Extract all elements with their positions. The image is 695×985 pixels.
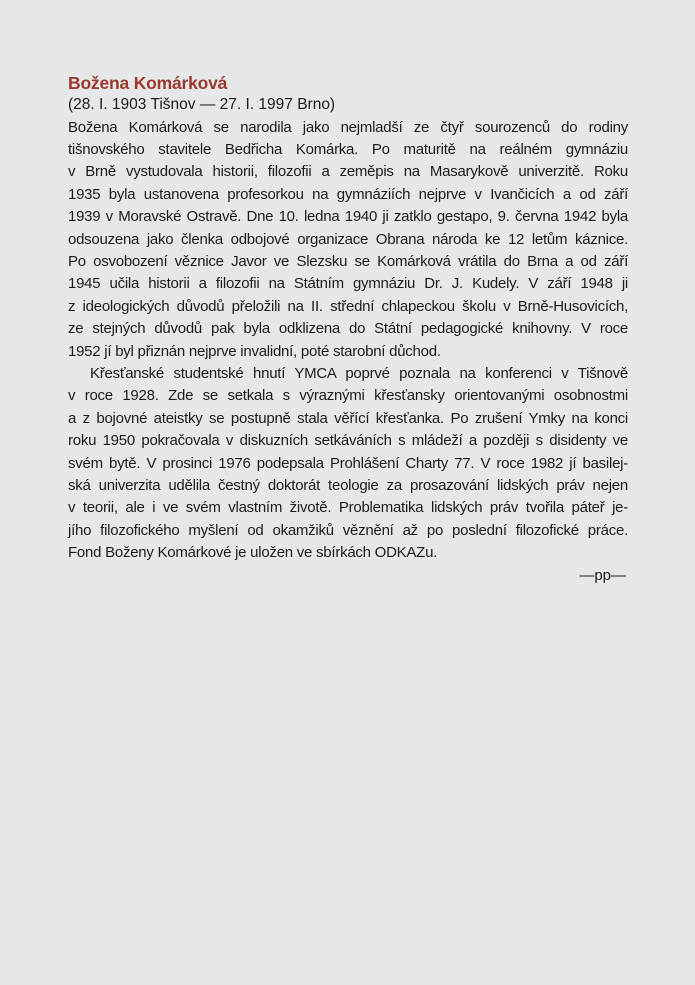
entry-title: Božena Komárková [68,73,228,93]
text-line: 1935 byla ustanovena profesorkou na gymnáziích nejprve v Ivančicích a od září [68,185,628,203]
text-line: odsouzena jako členka odbojové organizace Obrana národa ke 12 letům káznice. [68,230,628,248]
text-line: Křesťanské studentské hnutí YMCA poprvé poznala na konferenci v Tišnově [90,364,628,382]
text-line: ze stejných důvodů pak byla odklizena do Státní pedagogické knihovny. V roce [68,320,628,338]
text-line: roku 1950 pokračovala v diskuzních setkáváních s mládeží a později s disidenty ve [68,432,628,450]
text-line: Fond Boženy Komárkové je uložen ve sbírkách ODKAZu. [68,544,438,562]
text-line: a z bojovné ateistky se postupně stala věřící křesťanka. Po zrušení Ymky na konci [68,409,628,427]
paragraph-2 [68,363,628,565]
text-line: 1952 jí byl přiznán nejprve invalidní, poté starobní důchod. [68,342,441,360]
text-line: v teorii, ale i ve svém vlastním životě. Problematika lidských práv tvořila páteř je- [68,499,628,517]
text-line: ská univerzita udělila čestný doktorát teologie za prosazování lidských práv nejen [68,477,628,494]
text-line: jího filozofického myšlení od okamžiků věznění až po poslední filozofické práce. [68,521,628,539]
text-line: 1939 v Moravské Ostravě. Dne 10. ledna 1940 ji zatklo gestapo, 9. června 1942 byla [68,208,628,226]
text-line: v roce 1928. Zde se setkala s výraznými křesťansky orientovanými osobnostmi [68,387,628,405]
text-line: Božena Komárková se narodila jako nejmladší ze čtyř sourozenců do rodiny [68,118,628,136]
biography-entry [68,72,628,587]
text-line: svém bytě. V prosinci 1976 podepsala Prohlášení Charty 77. V roce 1982 jí basilej- [68,454,628,472]
text-line: 1945 učila historii a filozofii na Státním gymnáziu Dr. J. Kudely. V září 1948 ji [68,275,628,293]
text-line: tišnovského stavitele Bedřicha Komárka. Po maturitě na reálném gymnáziu [68,140,628,158]
text-line: v Brně vystudovala historii, filozofii a zeměpis na Masarykově univerzitě. Roku [68,163,628,181]
paragraph-1 [68,117,628,363]
text-line: z ideologických důvodů přeložili na II. střední chlapeckou školu v Brně-Husovicích, [68,297,628,315]
text-line: Po osvobození věznice Javor ve Slezsku se Komárková vrátila do Brna a od září [68,252,628,270]
entry-dates: (28. I. 1903 Tišnov — 27. I. 1997 Brno) [68,96,336,113]
author-signature: —pp— [579,566,626,584]
